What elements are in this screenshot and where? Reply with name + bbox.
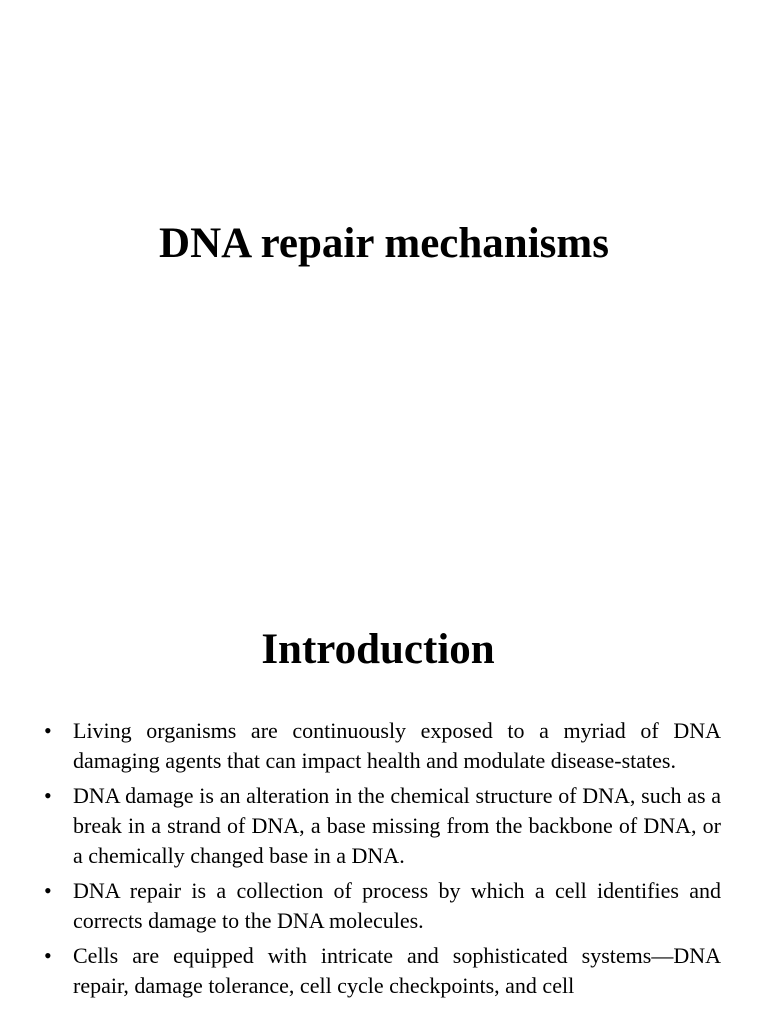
bullet-icon: •	[44, 878, 52, 903]
bullet-item	[0, 941, 721, 1001]
bullet-item	[0, 716, 721, 776]
bullet-text: Living organisms are continuously exposed to a myriad of DNA damaging agents that can impact health and modulate disease-states.	[73, 718, 721, 773]
bullet-icon: •	[44, 783, 52, 808]
bullet-text: DNA repair is a collection of process by which a cell identifies and corrects damage to the DNA molecules.	[73, 878, 721, 933]
section-heading-introduction: Introduction	[261, 626, 495, 673]
bullet-item	[0, 781, 721, 871]
page-title: DNA repair mechanisms	[159, 220, 609, 267]
bullet-icon: •	[44, 718, 52, 743]
bullet-text: Cells are equipped with intricate and sophisticated systems—DNA repair, damage tolerance, cell cycle checkpoints, and cell	[73, 943, 721, 998]
introduction-bullet-list	[0, 716, 768, 1006]
bullet-icon: •	[44, 943, 52, 968]
bullet-text: DNA damage is an alteration in the chemical structure of DNA, such as a break in a strand of DNA, a base missing from the backbone of DNA, or a chemically changed base in a DNA.	[73, 783, 721, 868]
bullet-item	[0, 876, 721, 936]
